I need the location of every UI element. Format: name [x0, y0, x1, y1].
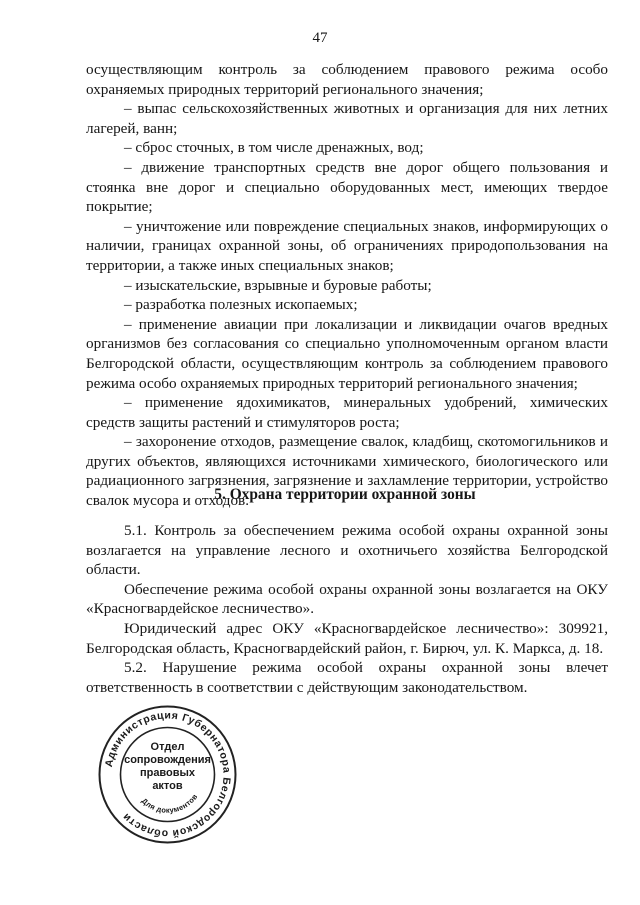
list-item: – выпас сельскохозяйственных животных и организация для них летних лагерей, ванн; — [86, 100, 608, 137]
stamp-center-line: Отдел — [150, 741, 185, 753]
section-paragraph: Юридический адрес ОКУ «Красногвардейское лесничество»: 309921, Белгородская область, Красногвардейский район, г. Бирюч, ул. К. Маркса, д. 18. — [86, 619, 608, 657]
official-stamp — [96, 703, 239, 846]
stamp-center-line: сопровождения — [124, 754, 211, 766]
section-heading: 5. Охрана территории охранной зоны — [214, 486, 476, 503]
document-body — [86, 60, 608, 511]
svg-text:Для документов — [140, 792, 200, 815]
list-item: – сброс сточных, в том числе дренажных, вод; — [124, 139, 424, 157]
page-number: 47 — [312, 30, 328, 46]
list-item: – применение ядохимикатов, минеральных удобрений, химических средств защиты растений и стимуляторов роста; — [86, 394, 608, 431]
stamp-bottom-text: Для документов — [139, 792, 200, 815]
stamp-center-line: актов — [152, 780, 183, 792]
stamp-center-line: правовых — [139, 767, 196, 779]
section-body — [86, 521, 608, 697]
list-item: – уничтожение или повреждение специальных знаков, информирующих о наличии, границах охранной зоны, об ограничениях природопользования на территории, а также иных специальных знаков; — [86, 217, 608, 274]
list-item: – применение авиации при локализации и ликвидации очагов вредных организмов без согласования со специально уполномоченным органом власти Белгородской области, осуществляющим контроль за соблюдением правового режима особо охраняемых природных территорий регионального значения; — [86, 315, 608, 392]
list-item: – движение транспортных средств вне дорог общего пользования и стоянка вне дорог и специально оборудованных мест, имеющих твердое покрытие; — [86, 158, 608, 216]
section-paragraph: Обеспечение режима особой охраны охранной зоны возлагается на ОКУ «Красногвардейское лесничество». — [86, 580, 608, 618]
list-item: – изыскательские, взрывные и буровые работы; — [124, 276, 432, 294]
list-item: – разработка полезных ископаемых; — [124, 296, 358, 314]
stamp-ring-text: Администрация Губернатора Белгородской области — [102, 709, 233, 840]
list-item: – захоронение отходов, размещение свалок, кладбищ, скотомогильников и других объектов, являющихся источниками химического, биологического или радиационного загрязнения, загрязнение и захламление территории, устройство свалок мусора и отходов. — [86, 433, 608, 510]
section-paragraph: 5.1. Контроль за обеспечением режима особой охраны охранной зоны возлагается на управление лесного и охотничьего хозяйства Белгородской области. — [86, 522, 608, 579]
section-paragraph: 5.2. Нарушение режима особой охраны охранной зоны влечет ответственность в соответствии с действующим законодательством. — [86, 659, 608, 696]
paragraph-continuation: осуществляющим контроль за соблюдением правового режима особо охраняемых природных территорий регионального значения; — [86, 61, 608, 98]
